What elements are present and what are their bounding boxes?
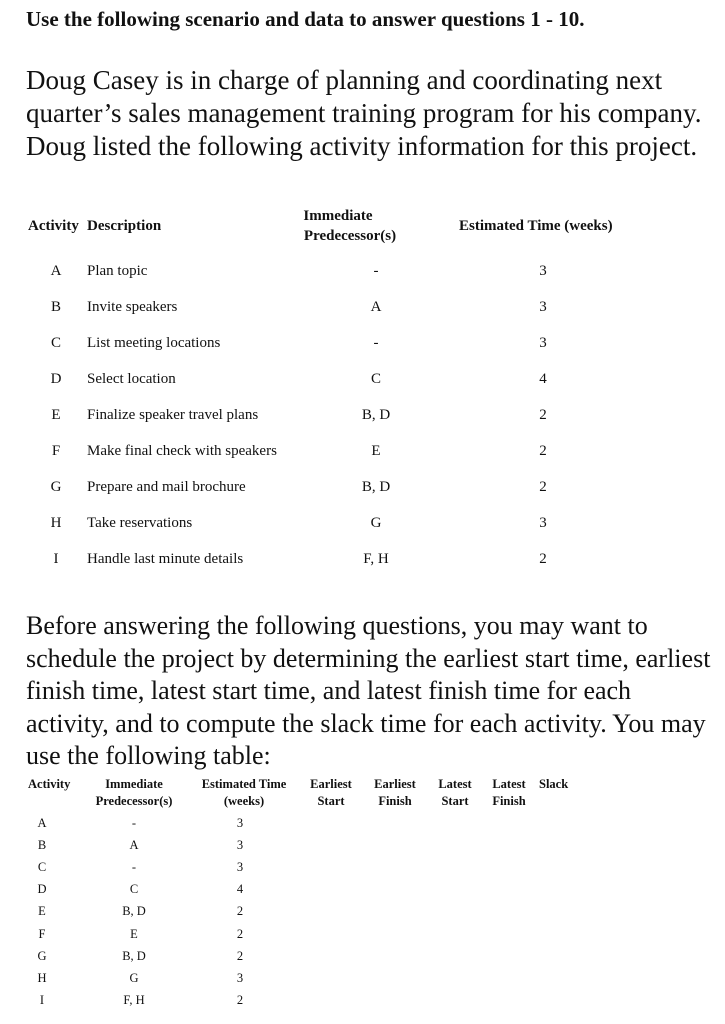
t1-cell-description: Handle last minute details <box>87 551 244 567</box>
t2-cell-pred: B, D <box>122 948 146 963</box>
t2-header-pred-line1: Immediate <box>105 777 163 791</box>
t2-cell-activity: D <box>37 882 47 897</box>
t2-header-lf-line2: Finish <box>492 794 526 808</box>
scenario-intro: Doug Casey is in charge of planning and coordinating next quarter’s sales management training program for his company. Doug listed the following activity information for this project. <box>26 65 702 161</box>
t1-cell-activity: A <box>50 263 62 279</box>
t1-cell-activity: C <box>50 335 61 351</box>
t1-cell-activity: G <box>50 479 62 495</box>
t2-cell-time: 3 <box>236 970 244 985</box>
t2-header-ef-line2: Finish <box>378 794 412 808</box>
t2-header-pred-line2: Predecessor(s) <box>95 794 173 808</box>
t1-cell-time: 2 <box>539 407 547 423</box>
t1-header-pred-line1: Immediate <box>303 208 373 224</box>
t1-cell-pred: B, D <box>361 407 391 423</box>
t2-cell-time: 2 <box>236 904 244 919</box>
t2-cell-activity: E <box>38 904 46 919</box>
t2-header-time-line2: (weeks) <box>223 794 265 808</box>
t2-header-lf-line1: Latest <box>492 777 526 791</box>
t2-cell-time: 4 <box>236 882 244 897</box>
t1-cell-time: 2 <box>539 479 547 495</box>
t1-header-time: Estimated Time (weeks) <box>459 218 613 234</box>
t1-cell-pred: A <box>370 299 382 315</box>
t2-cell-pred: B, D <box>122 904 146 919</box>
t1-cell-description: Plan topic <box>87 263 148 279</box>
t1-cell-pred: - <box>373 263 379 279</box>
t1-cell-description: Invite speakers <box>87 299 178 315</box>
t1-cell-description: Make final check with speakers <box>87 443 277 459</box>
t1-cell-time: 3 <box>539 335 547 351</box>
scenario-heading: Use the following scenario and data to answer questions 1 - 10. <box>26 7 585 31</box>
t1-cell-description: Prepare and mail brochure <box>87 479 246 495</box>
t1-cell-description: Select location <box>87 371 176 387</box>
t2-cell-activity: I <box>39 992 45 1007</box>
t2-cell-pred: - <box>131 860 137 875</box>
t1-cell-activity: D <box>50 371 62 387</box>
t1-cell-pred: B, D <box>361 479 391 495</box>
t2-header-es-line2: Start <box>317 794 345 808</box>
t1-cell-activity: B <box>50 299 61 315</box>
t1-header-activity: Activity <box>28 218 79 234</box>
t1-cell-pred: E <box>371 443 381 459</box>
t2-cell-pred: F, H <box>123 992 145 1007</box>
t1-cell-description: List meeting locations <box>87 335 221 351</box>
t2-header-ls-line1: Latest <box>438 777 472 791</box>
t2-cell-activity: A <box>37 816 47 830</box>
t1-cell-description: Finalize speaker travel plans <box>87 407 259 423</box>
t2-header-es-line1: Earliest <box>310 777 352 791</box>
t2-cell-pred: C <box>129 882 139 897</box>
t2-header-time-line1: Estimated Time <box>201 777 287 791</box>
t1-cell-activity: I <box>53 551 59 567</box>
t2-header-ls-line2: Start <box>441 794 469 808</box>
t1-cell-pred: - <box>373 335 379 351</box>
t2-cell-activity: B <box>37 838 47 853</box>
t1-cell-pred: F, H <box>363 551 389 567</box>
t2-header-ef-line1: Earliest <box>374 777 416 791</box>
t1-cell-time: 2 <box>539 551 547 567</box>
t2-cell-pred: E <box>130 926 138 941</box>
t1-cell-time: 2 <box>539 443 547 459</box>
t1-cell-time: 3 <box>539 515 547 531</box>
t2-cell-time: 3 <box>236 838 244 853</box>
t1-header-description: Description <box>87 218 162 234</box>
t2-cell-time: 3 <box>236 860 244 875</box>
t2-cell-pred: - <box>131 816 137 830</box>
t1-cell-time: 3 <box>539 263 547 279</box>
t2-cell-time: 2 <box>236 948 244 963</box>
t2-cell-time: 2 <box>236 926 244 941</box>
t2-header-activity: Activity <box>28 777 71 791</box>
t1-cell-activity: H <box>50 515 62 531</box>
t2-cell-activity: H <box>37 970 47 985</box>
t2-cell-pred: A <box>129 838 139 853</box>
t2-cell-activity: C <box>37 860 47 875</box>
t1-cell-time: 3 <box>539 299 547 315</box>
t1-cell-time: 4 <box>539 371 547 387</box>
t1-cell-activity: F <box>51 443 61 459</box>
t2-cell-activity: F <box>38 926 46 941</box>
t1-cell-pred: G <box>370 515 382 531</box>
before-answering-text: Before answering the following questions, you may want to schedule the project by determining the earliest start time, earliest finish time, latest start time, and latest finish time for each activity, and to compute the slack time for each activity. You may use the following table: <box>26 611 711 770</box>
t2-cell-activity: G <box>37 948 47 963</box>
t2-cell-time: 3 <box>236 816 244 830</box>
t1-cell-pred: C <box>370 371 381 387</box>
t1-header-pred-line2: Predecessor(s) <box>303 228 397 244</box>
t2-cell-pred: G <box>129 970 139 985</box>
t1-cell-activity: E <box>51 407 61 423</box>
t2-cell-time: 2 <box>236 992 244 1007</box>
t2-header-slack: Slack <box>539 777 569 791</box>
t1-cell-description: Take reservations <box>87 515 193 531</box>
